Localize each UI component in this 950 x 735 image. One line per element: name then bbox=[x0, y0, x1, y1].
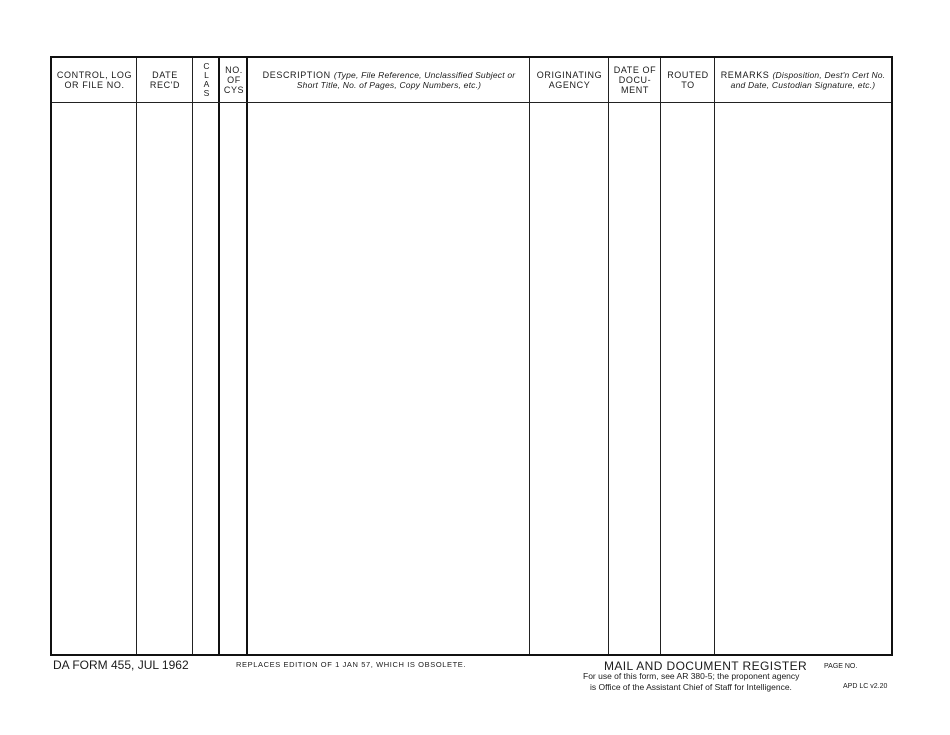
column-no-cys[interactable] bbox=[220, 58, 248, 654]
column-originating-agency[interactable] bbox=[530, 58, 609, 654]
header-description: DESCRIPTION (Type, File Reference, Unclassified Subject or Short Title, No. of Pages, Copy Numbers, etc.) bbox=[262, 70, 516, 90]
header-routed-to: ROUTED TO bbox=[667, 70, 709, 90]
header-remarks: REMARKS (Disposition, Dest'n Cert No. and Date, Custodian Signature, etc.) bbox=[720, 70, 886, 90]
replaces-notice: REPLACES EDITION OF 1 JAN 57, WHICH IS OBSOLETE. bbox=[236, 660, 467, 669]
header-clas: C L A S bbox=[203, 61, 210, 98]
version-label: APD LC v2.20 bbox=[843, 683, 888, 690]
form-title: MAIL AND DOCUMENT REGISTER bbox=[604, 659, 808, 673]
column-routed-to[interactable] bbox=[661, 58, 715, 654]
use-line-1: For use of this form, see AR 380-5; the proponent agency bbox=[583, 671, 800, 681]
column-date-recd[interactable] bbox=[137, 58, 193, 654]
column-date-of-document[interactable] bbox=[609, 58, 661, 654]
header-date-recd: DATE REC'D bbox=[149, 70, 181, 90]
page-no-label: PAGE NO. bbox=[824, 663, 858, 670]
column-control[interactable] bbox=[52, 58, 137, 654]
header-control: CONTROL, LOG OR FILE NO. bbox=[56, 70, 133, 90]
header-date-of-document: DATE OF DOCU- MENT bbox=[613, 65, 657, 95]
use-line-2: is Office of the Assistant Chief of Staff for Intelligence. bbox=[590, 682, 792, 692]
header-no-cys: NO. OF CYS bbox=[223, 65, 245, 95]
register-table bbox=[50, 56, 893, 656]
column-description[interactable] bbox=[248, 58, 530, 654]
column-clas[interactable] bbox=[193, 58, 220, 654]
header-originating-agency: ORIGINATING AGENCY bbox=[536, 70, 603, 90]
form-id: DA FORM 455, JUL 1962 bbox=[53, 658, 189, 672]
